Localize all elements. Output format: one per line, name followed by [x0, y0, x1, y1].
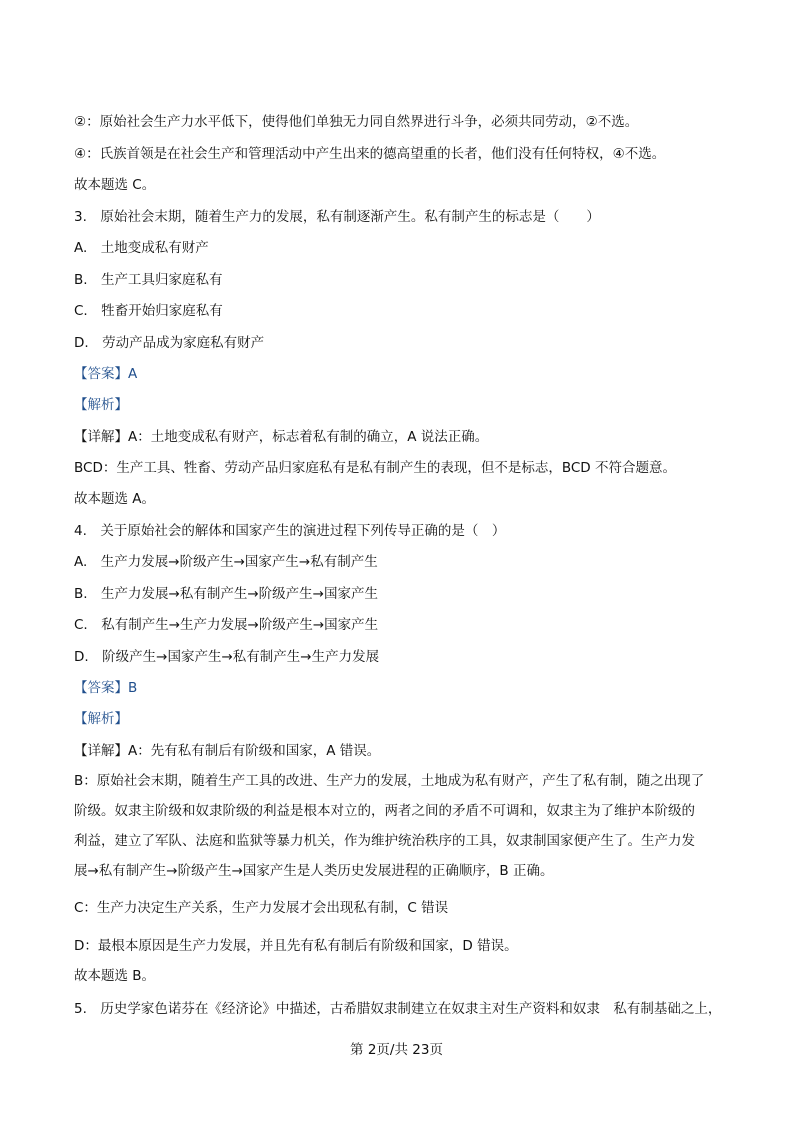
- option-a: A. 土地变成私有财产: [74, 240, 209, 256]
- text-line: 故本题选 B。: [74, 968, 156, 984]
- answer-label: 【答案】B: [74, 680, 138, 696]
- page-number: 第 2页/共 23页: [350, 1042, 443, 1058]
- text-line: ④：氏族首领是在社会生产和管理活动中产生出来的德高望重的长者，他们没有任何特权，④不选。: [74, 146, 666, 162]
- text-line: 展→私有制产生→阶级产生→国家产生是人类历史发展进程的正确顺序，B 正确。: [74, 863, 554, 879]
- text-line: 故本题选 A。: [74, 491, 156, 507]
- text-line: C：生产力决定生产关系，生产力发展才会出现私有制，C 错误: [74, 900, 449, 916]
- question-4-stem: 4. 关于原始社会的解体和国家产生的演进过程下列传导正确的是（ ）: [74, 523, 506, 539]
- option-d: D. 劳动产品成为家庭私有财产: [74, 335, 265, 351]
- option-b: B. 生产力发展→私有制产生→阶级产生→国家产生: [74, 586, 378, 602]
- text-line: 阶级。奴隶主阶级和奴隶阶级的利益是根本对立的，两者之间的矛盾不可调和，奴隶主为了维护本阶级的: [74, 803, 695, 819]
- text-line: 故本题选 C。: [74, 177, 156, 193]
- text-line: D：最根本原因是生产力发展，并且先有私有制后有阶级和国家，D 错误。: [74, 938, 518, 954]
- option-d: D. 阶级产生→国家产生→私有制产生→生产力发展: [74, 649, 380, 665]
- option-c: C. 牲畜开始归家庭私有: [74, 303, 223, 319]
- analysis-label: 【解析】: [74, 711, 128, 727]
- option-c: C. 私有制产生→生产力发展→阶级产生→国家产生: [74, 617, 379, 633]
- answer-label: 【答案】A: [74, 366, 138, 382]
- text-line: B：原始社会末期，随着生产工具的改进、生产力的发展，土地成为私有财产，产生了私有制，随之出现了: [74, 773, 705, 789]
- option-a: A. 生产力发展→阶级产生→国家产生→私有制产生: [74, 554, 378, 570]
- detail-text: 【详解】A：先有私有制后有阶级和国家，A 错误。: [74, 743, 381, 759]
- text-line: 利益，建立了军队、法庭和监狱等暴力机关，作为维护统治秩序的工具，奴隶制国家便产生了。生产力发: [74, 833, 695, 849]
- detail-text: 【详解】A：土地变成私有财产，标志着私有制的确立，A 说法正确。: [74, 429, 489, 445]
- question-5-stem: 5. 历史学家色诺芬在《经济论》中描述，古希腊奴隶制建立在奴隶主对生产资料和奴隶 私有制基础之上，: [74, 1001, 722, 1017]
- question-3-stem: 3. 原始社会末期，随着生产力的发展，私有制逐渐产生。私有制产生的标志是（ ）: [74, 209, 600, 225]
- option-b: B. 生产工具归家庭私有: [74, 272, 223, 288]
- text-line: ②：原始社会生产力水平低下，使得他们单独无力同自然界进行斗争，必须共同劳动，②不选。: [74, 114, 639, 130]
- analysis-label: 【解析】: [74, 397, 128, 413]
- text-line: BCD：生产工具、牲畜、劳动产品归家庭私有是私有制产生的表现，但不是标志，BCD 不符合题意。: [74, 460, 676, 476]
